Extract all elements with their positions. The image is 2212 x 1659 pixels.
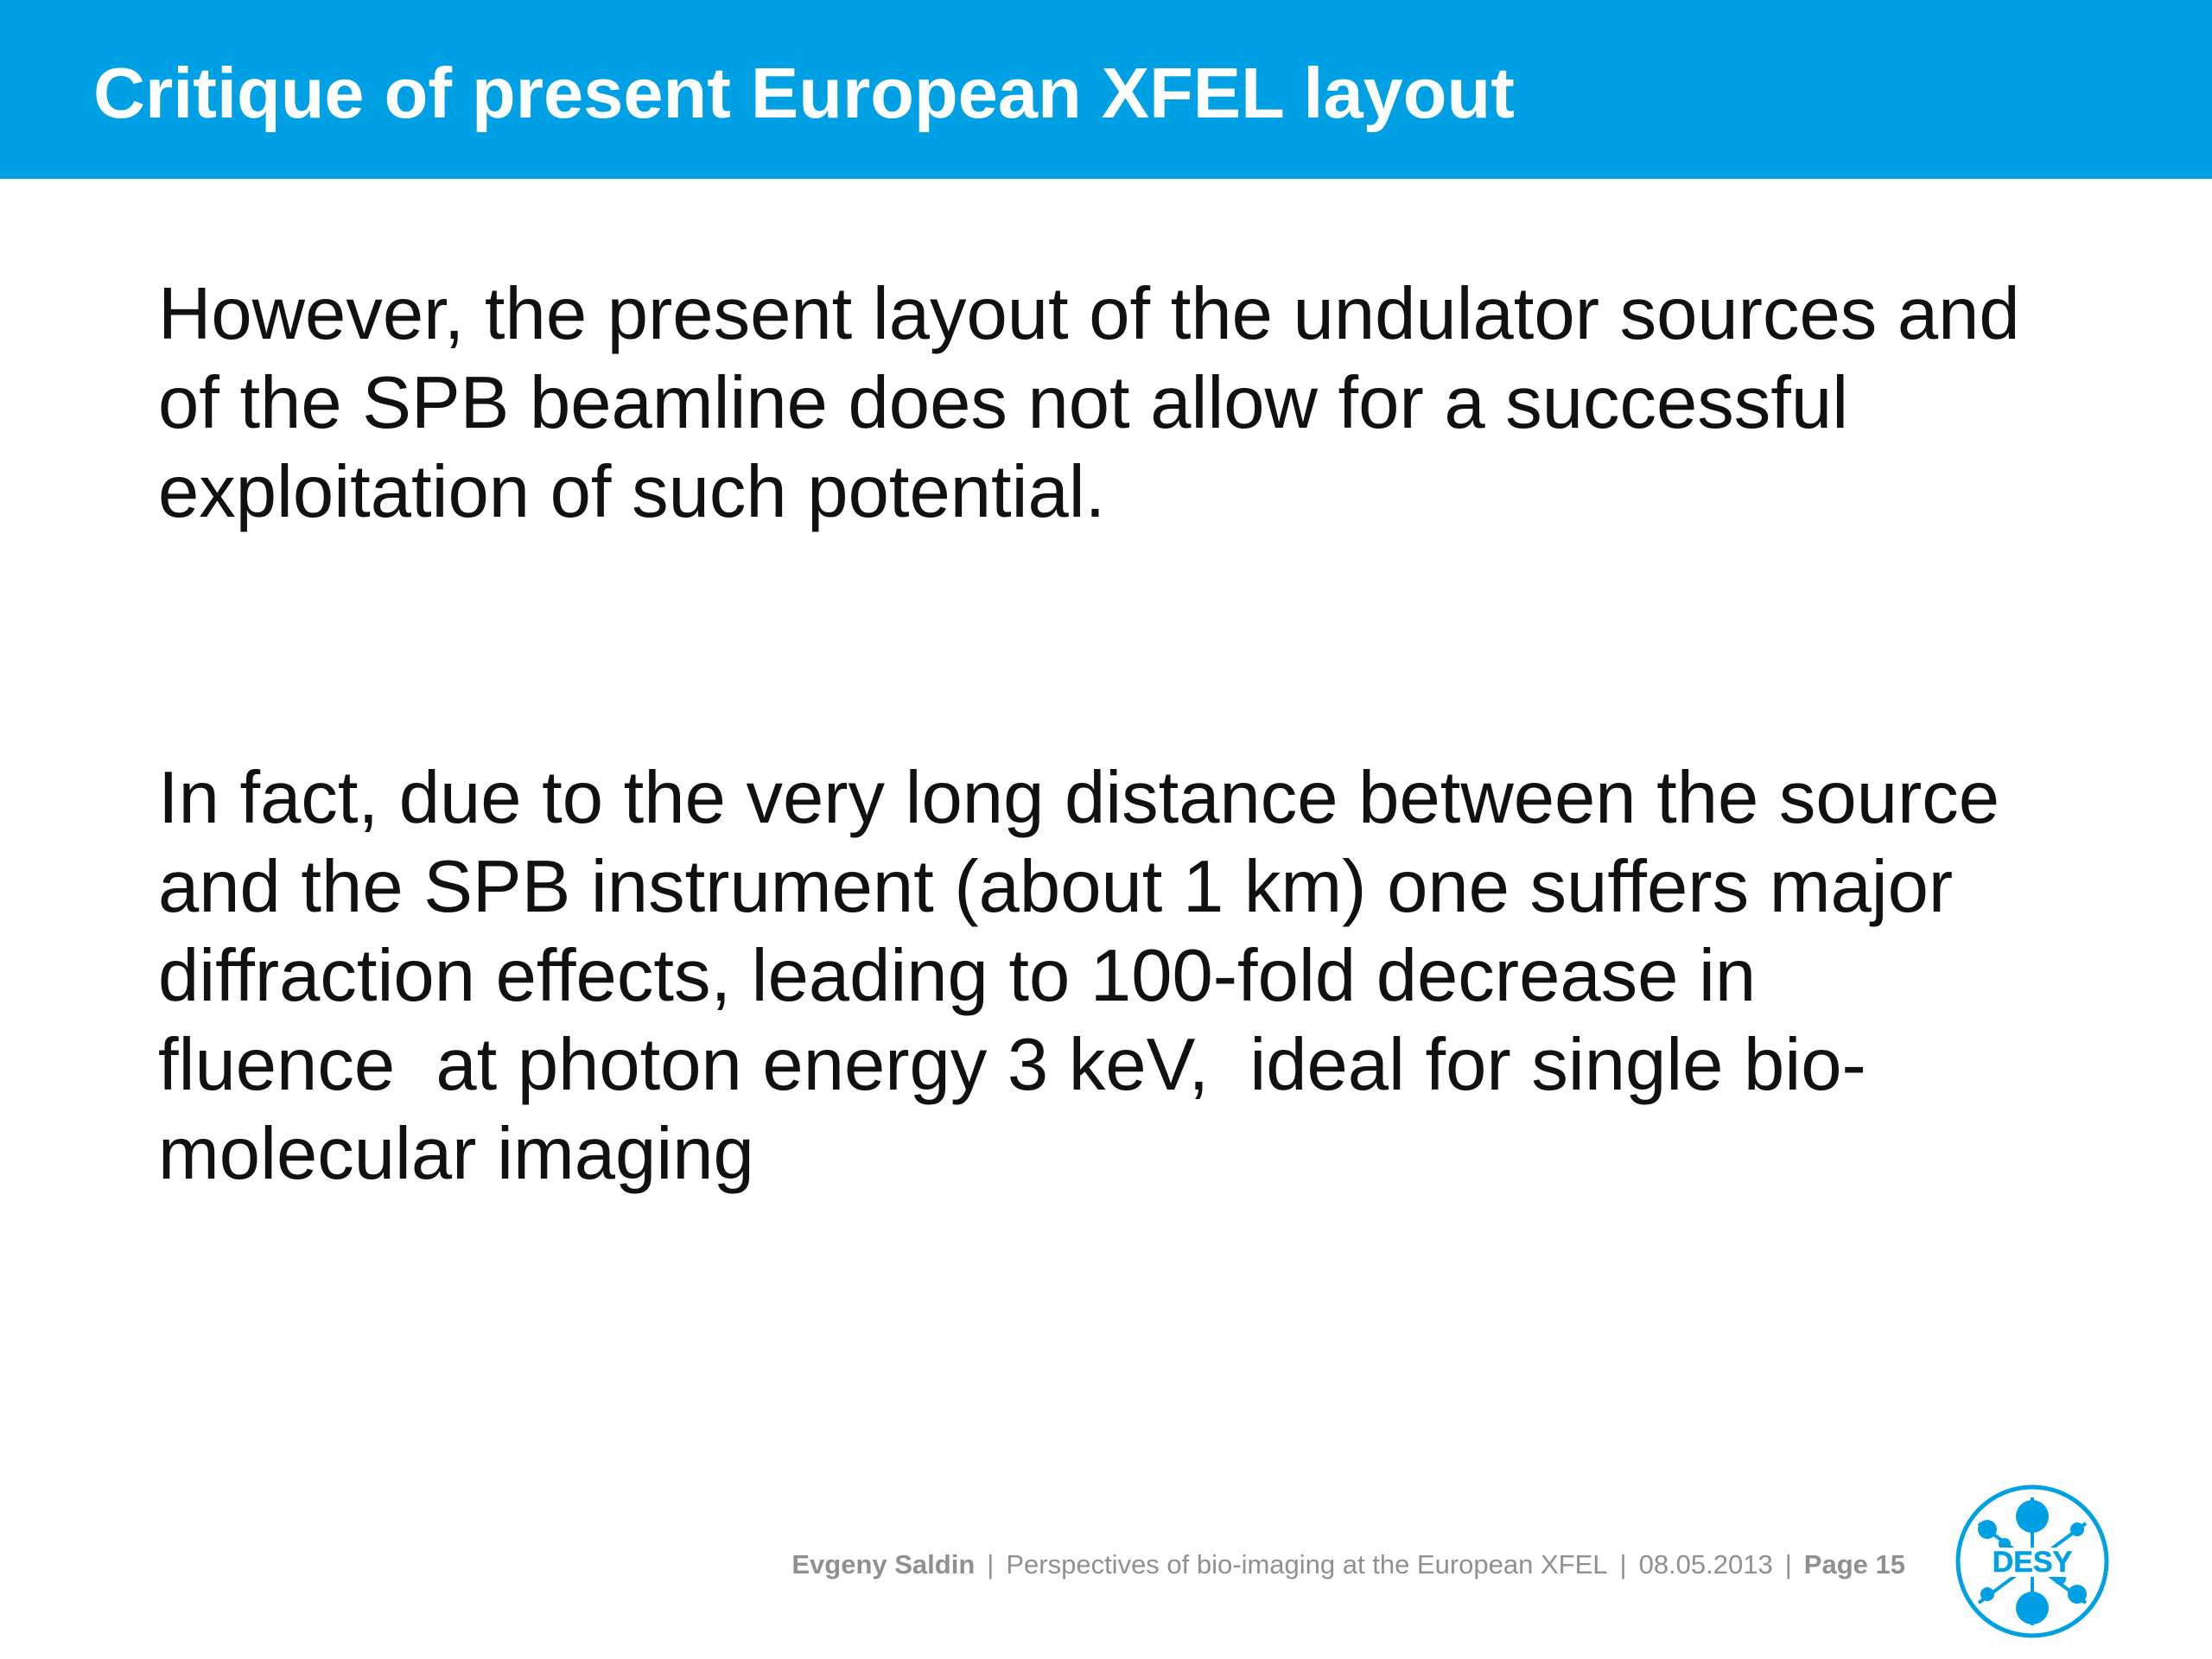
paragraph-2 [158,753,1999,1198]
paragraph-1-line: However, the present layout of the undulator sources and [158,273,2020,355]
footer-talk-title: Perspectives of bio-imaging at the European XFEL [1006,1549,1608,1580]
footer-date: 08.05.2013 [1638,1549,1773,1580]
footer-author: Evgeny Saldin [791,1549,976,1580]
footer [791,1548,1905,1582]
logo-text: DESY [1992,1546,2073,1579]
paragraph-2-line: diffraction effects, leading to 100-fold decrease in [158,935,1757,1017]
paragraph-2-line: fluence at photon energy 3 keV, ideal for single bio- [158,1024,1866,1106]
paragraph-1 [158,270,2020,537]
paragraph-2-line: molecular imaging [158,1113,754,1195]
title-bar [0,0,2212,179]
footer-separator: | [1784,1549,1792,1580]
footer-separator: | [1619,1549,1627,1580]
footer-separator: | [987,1549,995,1580]
paragraph-2-line: and the SPB instrument (about 1 km) one suffers major [158,846,1954,928]
paragraph-1-line: of the SPB beamline does not allow for a successful [158,362,1849,444]
slide-title: Critique of present European XFEL layout [93,53,1515,133]
desy-logo-icon [1953,1482,2112,1641]
footer-page-number: Page 15 [1803,1549,1905,1580]
paragraph-2-line: In fact, due to the very long distance between the source [158,757,2000,839]
paragraph-1-line: exploitation of such potential. [158,451,1106,533]
